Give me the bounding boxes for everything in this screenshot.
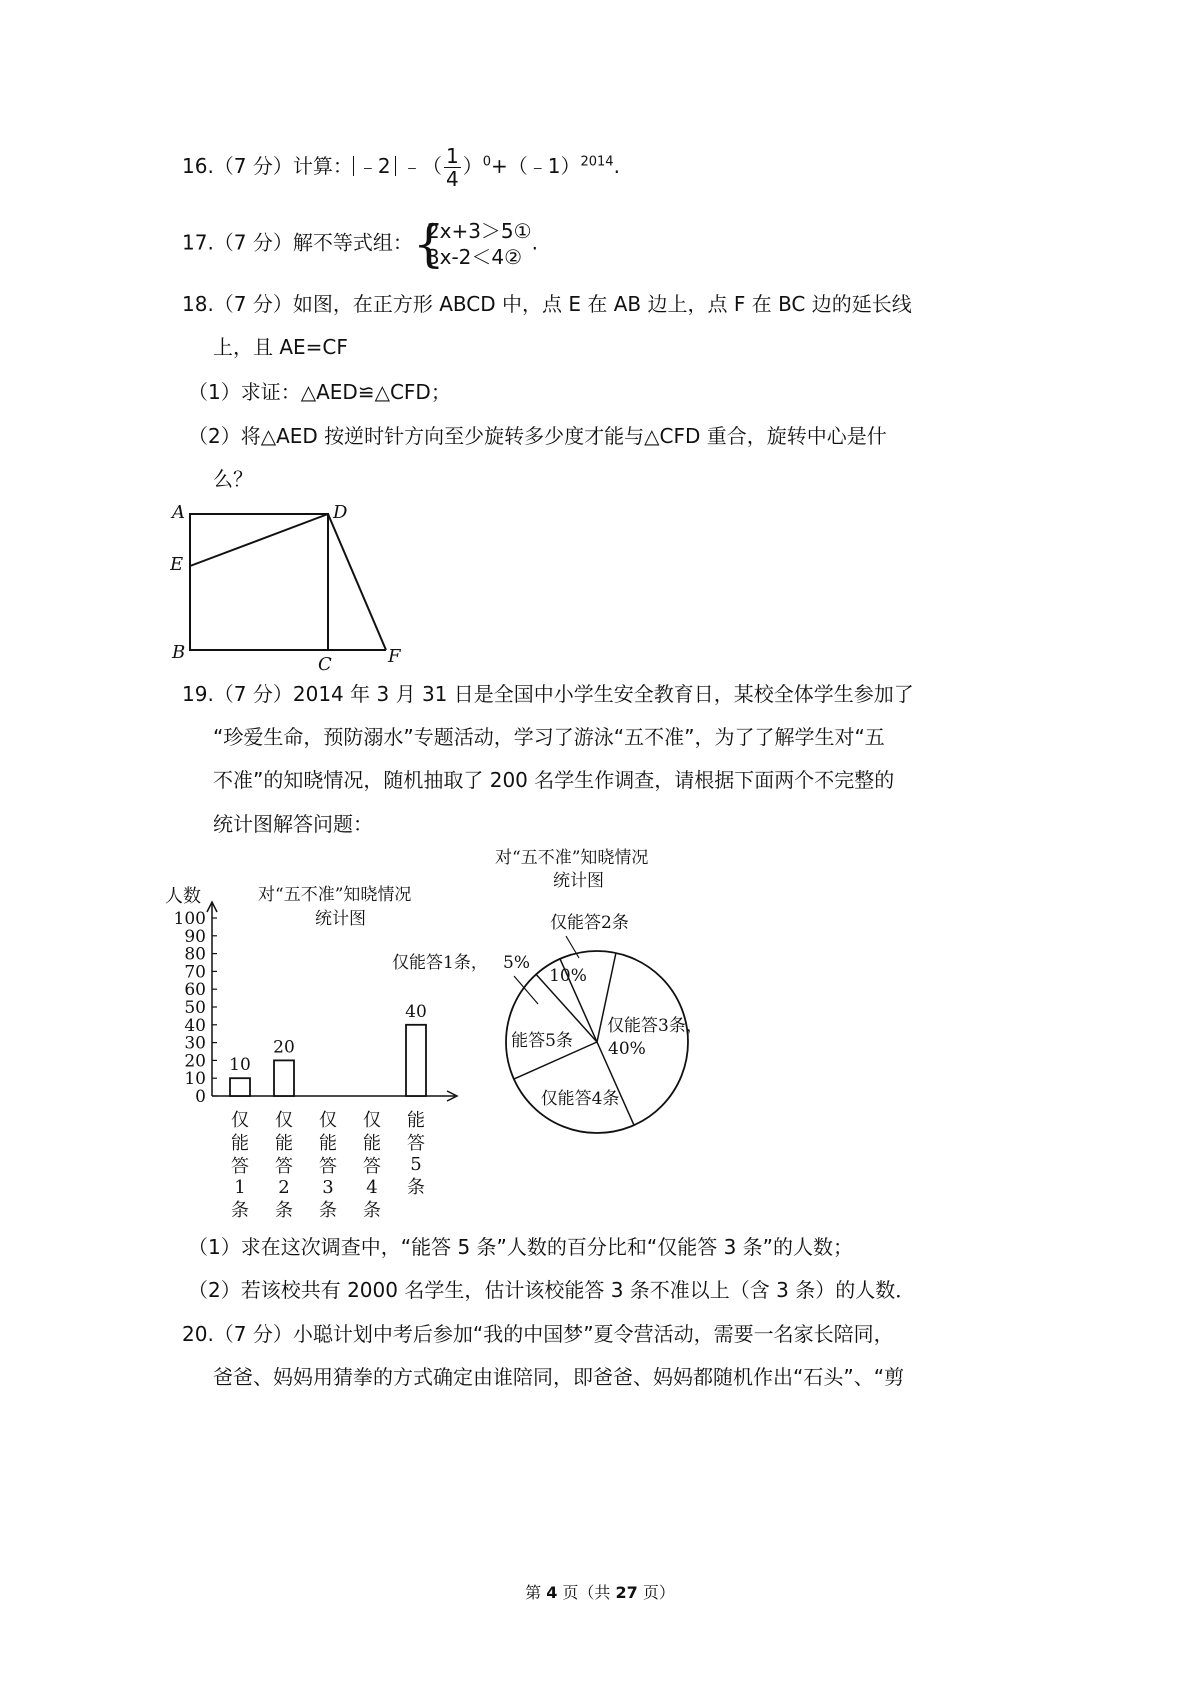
x-category-char: 能 bbox=[275, 1133, 293, 1154]
x-category-label bbox=[319, 1110, 337, 1221]
x-category-char: 仅 bbox=[231, 1110, 249, 1131]
q19-line3: 不准”的知晓情况，随机抽取了 200 名学生作调查，请根据下面两个不完整的 bbox=[213, 768, 895, 792]
bar-chart-title-line1: 对“五不准”知晓情况 bbox=[258, 885, 412, 905]
q19-part2: （2）若该校共有 2000 名学生，估计该校能答 3 条不准以上（含 3 条）的人数． bbox=[188, 1278, 916, 1302]
x-category-char: 5 bbox=[410, 1154, 422, 1175]
x-category-char: 条 bbox=[319, 1200, 337, 1221]
q17-brace-icon: { bbox=[412, 215, 445, 273]
x-category-char: 答 bbox=[363, 1156, 381, 1177]
x-category-char: 条 bbox=[275, 1200, 293, 1221]
segment-df bbox=[328, 514, 386, 650]
footer-pre: 第 bbox=[525, 1583, 547, 1602]
bar-chart-title-line2: 统计图 bbox=[315, 909, 366, 929]
pie-slice-percent: 10% bbox=[549, 966, 587, 986]
q17-system bbox=[412, 215, 532, 273]
q20-line1: 20.（7 分）小聪计划中考后参加“我的中国梦”夏令营活动，需要一名家长陪同， bbox=[182, 1322, 894, 1346]
square-abcd bbox=[190, 514, 328, 650]
x-category-char: 答 bbox=[319, 1156, 337, 1177]
bar-value-label: 40 bbox=[405, 1001, 427, 1022]
bar bbox=[274, 1060, 294, 1096]
x-category-char: 条 bbox=[407, 1177, 425, 1198]
q16-minus: ﹣（ bbox=[395, 154, 442, 178]
x-category-char: 答 bbox=[275, 1156, 293, 1177]
q17-row1: 2x+3＞5① bbox=[426, 219, 532, 243]
footer-total-pages: 27 bbox=[615, 1583, 638, 1602]
q18-geometry-figure bbox=[170, 498, 420, 678]
q19-line4: 统计图解答问题： bbox=[213, 812, 373, 836]
x-category-char: 能 bbox=[319, 1133, 337, 1154]
q16-plus: +（﹣1） bbox=[491, 154, 581, 178]
x-category-char: 4 bbox=[366, 1177, 378, 1198]
q20-line2: 爸爸、妈妈用猜拳的方式确定由谁陪同，即爸爸、妈妈都随机作出“石头”、“剪 bbox=[213, 1365, 905, 1389]
q18-part1: （1）求证：△AED≌△CFD； bbox=[188, 380, 451, 404]
label-a: A bbox=[172, 502, 185, 523]
pie-slice-label: 仅能答3条， bbox=[607, 1016, 703, 1036]
q18-part2a: （2）将△AED 按逆时针方向至少旋转多少度才能与△CFD 重合，旋转中心是什 bbox=[188, 424, 887, 448]
y-tick-label: 40 bbox=[184, 1015, 206, 1036]
pie-slice-percent: 40% bbox=[608, 1039, 646, 1059]
x-category-label bbox=[231, 1110, 249, 1221]
q17-end: . bbox=[531, 230, 538, 255]
bar bbox=[230, 1078, 250, 1096]
pie-chart-title-line2: 统计图 bbox=[553, 871, 604, 891]
page-footer bbox=[0, 1580, 1200, 1603]
bar-value-label: 20 bbox=[273, 1037, 295, 1058]
label-d: D bbox=[333, 502, 348, 523]
x-category-char: 2 bbox=[278, 1177, 290, 1198]
q18-part2b: 么？ bbox=[213, 467, 253, 491]
y-tick-label: 50 bbox=[184, 998, 206, 1018]
label-b: B bbox=[172, 642, 186, 663]
y-tick-label: 0 bbox=[195, 1087, 206, 1107]
y-tick-label: 70 bbox=[184, 962, 206, 983]
q16-frac-den: 4 bbox=[445, 167, 459, 191]
pie-chart-title-line1: 对“五不准”知晓情况 bbox=[495, 848, 649, 868]
x-category-char: 仅 bbox=[363, 1110, 381, 1131]
q17-prefix: 17.（7 分）解不等式组： bbox=[182, 230, 413, 255]
y-tick-label: 90 bbox=[184, 926, 206, 947]
pie-slice-label: 仅能答1条， bbox=[392, 953, 488, 973]
pie-slice-label: 仅能答2条 bbox=[550, 913, 629, 933]
question-16: 16.（7 分）计算： ﹣2 ﹣（ $\frac{1}{4}$ ）$^0$+（﹣1）$^{2014}$. bbox=[182, 144, 620, 191]
q19-line1: 19.（7 分）2014 年 3 月 31 日是全国中小学生安全教育日，某校全体学生参加了 bbox=[182, 682, 914, 706]
x-category-char: 条 bbox=[363, 1200, 381, 1221]
q16-frac-num: 1 bbox=[445, 144, 459, 168]
x-category-char: 能 bbox=[407, 1110, 425, 1131]
x-category-char: 能 bbox=[231, 1133, 249, 1154]
x-category-char: 3 bbox=[322, 1177, 334, 1198]
x-category-label bbox=[363, 1110, 381, 1221]
x-category-char: 答 bbox=[231, 1156, 249, 1177]
pie-chart bbox=[390, 840, 720, 1150]
bar-value-label: 10 bbox=[229, 1055, 251, 1076]
y-tick-label: 60 bbox=[184, 980, 206, 1001]
x-category-char: 1 bbox=[234, 1177, 246, 1198]
x-category-label bbox=[275, 1110, 293, 1221]
q16-exp2014: 2014 bbox=[580, 154, 614, 170]
label-f: F bbox=[388, 646, 401, 667]
q17-row2: 3x-2＜4② bbox=[426, 245, 523, 269]
footer-page-number: 4 bbox=[546, 1583, 558, 1602]
x-category-char: 答 bbox=[407, 1133, 425, 1154]
q16-prefix: 16.（7 分）计算： bbox=[182, 154, 353, 178]
y-tick-label: 30 bbox=[184, 1033, 206, 1054]
segment-ed bbox=[190, 514, 328, 566]
pie-slice-label: 仅能答4条 bbox=[540, 1089, 620, 1109]
q16-abs-text: ﹣2 bbox=[357, 154, 391, 178]
x-category-char: 仅 bbox=[319, 1110, 337, 1131]
x-category-char: 能 bbox=[363, 1133, 381, 1154]
y-tick-label: 80 bbox=[184, 944, 206, 965]
bar-chart-ylabel: 人数 bbox=[165, 886, 201, 907]
q16-end: . bbox=[613, 154, 620, 178]
footer-mid: 页（共 bbox=[557, 1583, 616, 1602]
label-e: E bbox=[170, 554, 184, 575]
q16-exp0: 0 bbox=[482, 154, 491, 170]
y-tick-label: 10 bbox=[184, 1069, 206, 1090]
footer-post: 页） bbox=[637, 1583, 675, 1602]
pie-slice-label: 能答5条 bbox=[511, 1031, 573, 1051]
x-category-char: 条 bbox=[231, 1200, 249, 1221]
label-c: C bbox=[318, 654, 332, 675]
question-17 bbox=[182, 215, 538, 273]
q19-line2: “珍爱生命，预防溺水”专题活动，学习了游泳“五不准”，为了了解学生对“五 bbox=[213, 725, 885, 749]
y-tick-label: 100 bbox=[173, 909, 206, 929]
q16-abs-value bbox=[353, 156, 396, 176]
pie-slice-percent: 5% bbox=[503, 953, 530, 973]
q19-part1: （1）求在这次调查中，“能答 5 条”人数的百分比和“仅能答 3 条”的人数； bbox=[188, 1235, 854, 1259]
x-category-char: 仅 bbox=[275, 1110, 293, 1131]
y-tick-label: 20 bbox=[184, 1051, 206, 1072]
q18-line2: 上，且 AE=CF bbox=[213, 335, 348, 359]
q16-fraction bbox=[444, 145, 461, 190]
q18-line1: 18.（7 分）如图，在正方形 ABCD 中，点 E 在 AB 边上，点 F 在 BC 边的延长线 bbox=[182, 292, 912, 316]
